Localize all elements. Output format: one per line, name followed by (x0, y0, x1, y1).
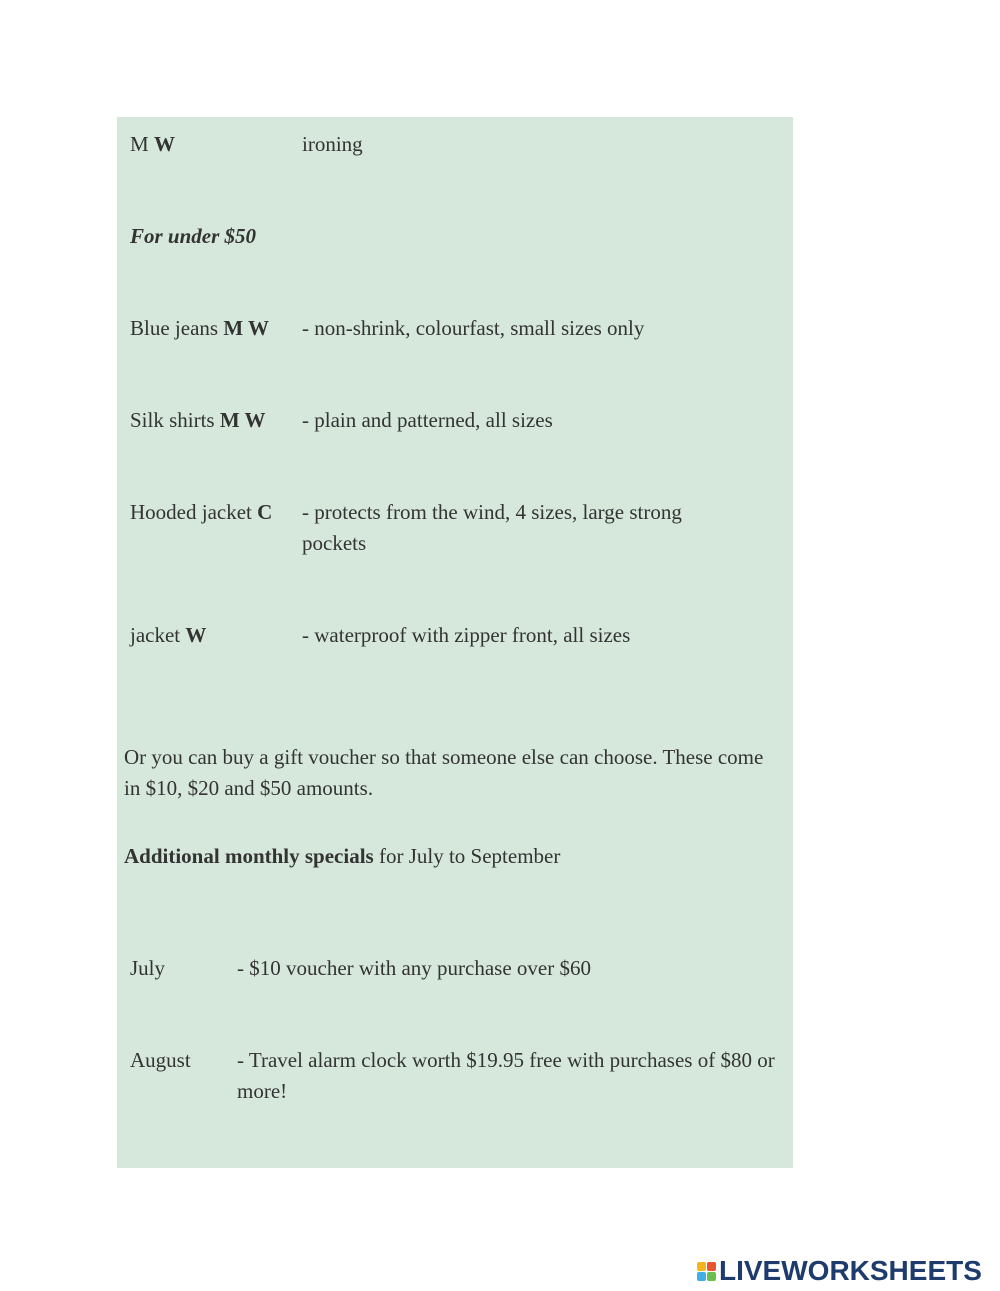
logo-square-4 (707, 1272, 716, 1281)
row-item: Hooded jacket C (130, 500, 273, 524)
logo-text: LIVEWORKSHEETS (719, 1255, 982, 1286)
logo-icon (697, 1262, 716, 1281)
section-heading: For under $50 (130, 224, 257, 248)
row-item: Blue jeans M W (130, 316, 270, 340)
content-panel (117, 117, 793, 1168)
row-item: M W (130, 132, 175, 156)
month-desc: - $10 voucher with any purchase over $60 (237, 956, 591, 980)
logo-square-3 (697, 1272, 706, 1281)
row-item: jacket W (130, 623, 207, 647)
row-desc: - protects from the wind, 4 sizes, large strong pockets (302, 500, 682, 555)
logo-square-2 (707, 1262, 716, 1271)
specials-heading (124, 841, 784, 872)
month-label: August (130, 1048, 191, 1072)
specials-bold: Additional monthly specials (124, 844, 374, 868)
logo-square-1 (697, 1262, 706, 1271)
month-desc: - Travel alarm clock worth $19.95 free with purchases of $80 or more! (237, 1048, 775, 1103)
row-item: Silk shirts M W (130, 408, 266, 432)
row-desc: ironing (302, 132, 363, 156)
liveworksheets-logo (697, 1255, 982, 1287)
month-label: July (130, 956, 166, 980)
row-desc: - waterproof with zipper front, all sizes (302, 623, 631, 647)
row-desc: - plain and patterned, all sizes (302, 408, 553, 432)
voucher-paragraph: Or you can buy a gift voucher so that someone else can choose. These come in $10, $20 and $50 amounts. (124, 745, 764, 800)
specials-rest: for July to September (373, 844, 561, 868)
row-desc: - non-shrink, colourfast, small sizes only (302, 316, 645, 340)
